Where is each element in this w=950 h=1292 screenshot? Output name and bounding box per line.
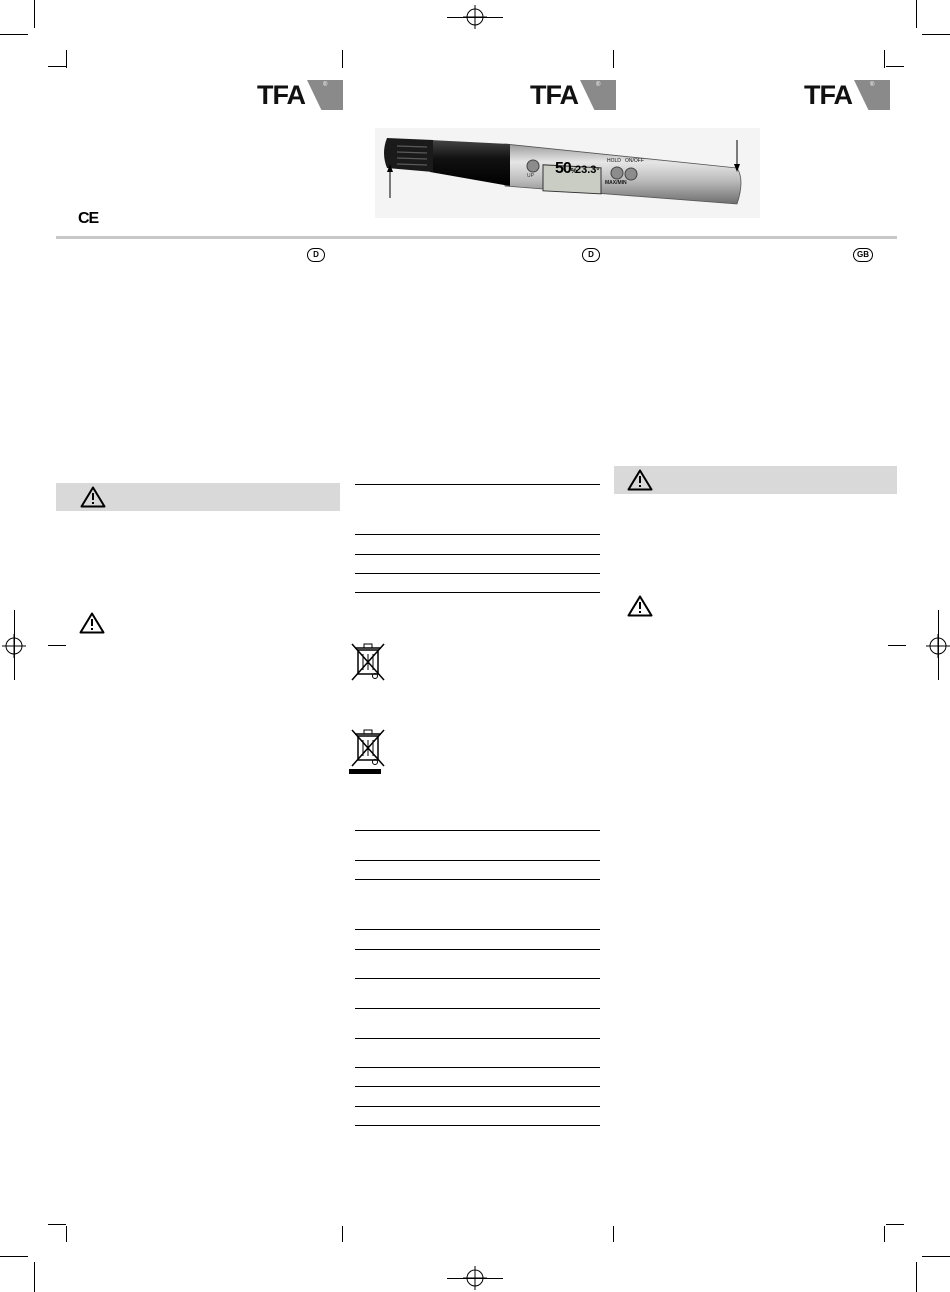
crop-mark xyxy=(886,1224,904,1225)
crossed-bin-icon xyxy=(348,640,388,684)
button-label-onoff: ON/OFF xyxy=(625,158,644,164)
table-rule xyxy=(355,949,600,950)
device-photo xyxy=(375,128,760,218)
button-label-up: UP xyxy=(527,173,534,179)
brand-logo: TFA ® xyxy=(257,80,343,110)
warning-triangle-icon xyxy=(627,595,653,617)
header-separator xyxy=(56,236,897,239)
language-badge: GB xyxy=(853,248,873,262)
crop-mark xyxy=(0,1256,28,1257)
crop-mark xyxy=(34,0,35,28)
table-rule xyxy=(355,1008,600,1009)
bin-underbar xyxy=(349,769,381,774)
crop-mark xyxy=(613,50,614,68)
table-rule xyxy=(355,929,600,930)
table-rule xyxy=(355,978,600,979)
crop-mark xyxy=(884,50,885,68)
crop-mark xyxy=(916,1262,917,1292)
crop-mark xyxy=(0,34,28,35)
crop-mark xyxy=(48,1224,66,1225)
ce-mark: CE xyxy=(78,210,99,227)
crop-mark xyxy=(613,1226,614,1242)
warning-triangle-icon xyxy=(79,612,105,634)
crop-mark xyxy=(66,50,67,68)
crop-mark xyxy=(886,66,904,67)
table-rule xyxy=(355,573,600,574)
table-rule xyxy=(355,592,600,593)
crop-mark xyxy=(34,1262,35,1292)
crop-mark xyxy=(447,17,503,18)
crop-mark xyxy=(922,1256,950,1257)
table-rule xyxy=(355,484,600,485)
crop-mark xyxy=(48,66,66,67)
table-rule xyxy=(355,554,600,555)
warning-triangle-icon xyxy=(80,486,106,508)
table-rule xyxy=(355,534,600,535)
table-rule xyxy=(355,879,600,880)
crop-mark xyxy=(447,1278,503,1279)
crop-mark xyxy=(342,50,343,68)
crop-mark xyxy=(916,0,917,28)
crop-mark xyxy=(342,1226,343,1242)
display-right-value: 23.3° xyxy=(575,164,600,176)
warning-triangle-icon xyxy=(627,469,653,491)
crop-mark xyxy=(938,610,939,680)
table-rule xyxy=(355,830,600,831)
table-rule xyxy=(355,1106,600,1107)
warning-banner xyxy=(56,483,340,511)
table-rule xyxy=(355,1086,600,1087)
table-rule xyxy=(355,860,600,861)
crop-mark xyxy=(14,610,15,680)
warning-banner xyxy=(614,466,897,494)
table-rule xyxy=(355,1038,600,1039)
crop-mark xyxy=(888,645,906,646)
crop-mark xyxy=(48,645,66,646)
display-left-value: 50% xyxy=(555,160,577,177)
table-rule xyxy=(355,1067,600,1068)
brand-logo: TFA ® xyxy=(530,80,616,110)
language-badge: D xyxy=(582,248,600,262)
brand-logo: TFA ® xyxy=(804,80,890,110)
table-rule xyxy=(355,1125,600,1126)
crop-mark xyxy=(66,1226,67,1242)
button-label-hold: HOLD xyxy=(607,158,621,164)
crossed-bin-icon xyxy=(348,726,388,770)
crop-mark xyxy=(884,1226,885,1242)
language-badge: D xyxy=(307,248,325,262)
mode-label: MAX/MIN xyxy=(605,180,627,186)
crop-mark xyxy=(922,34,950,35)
